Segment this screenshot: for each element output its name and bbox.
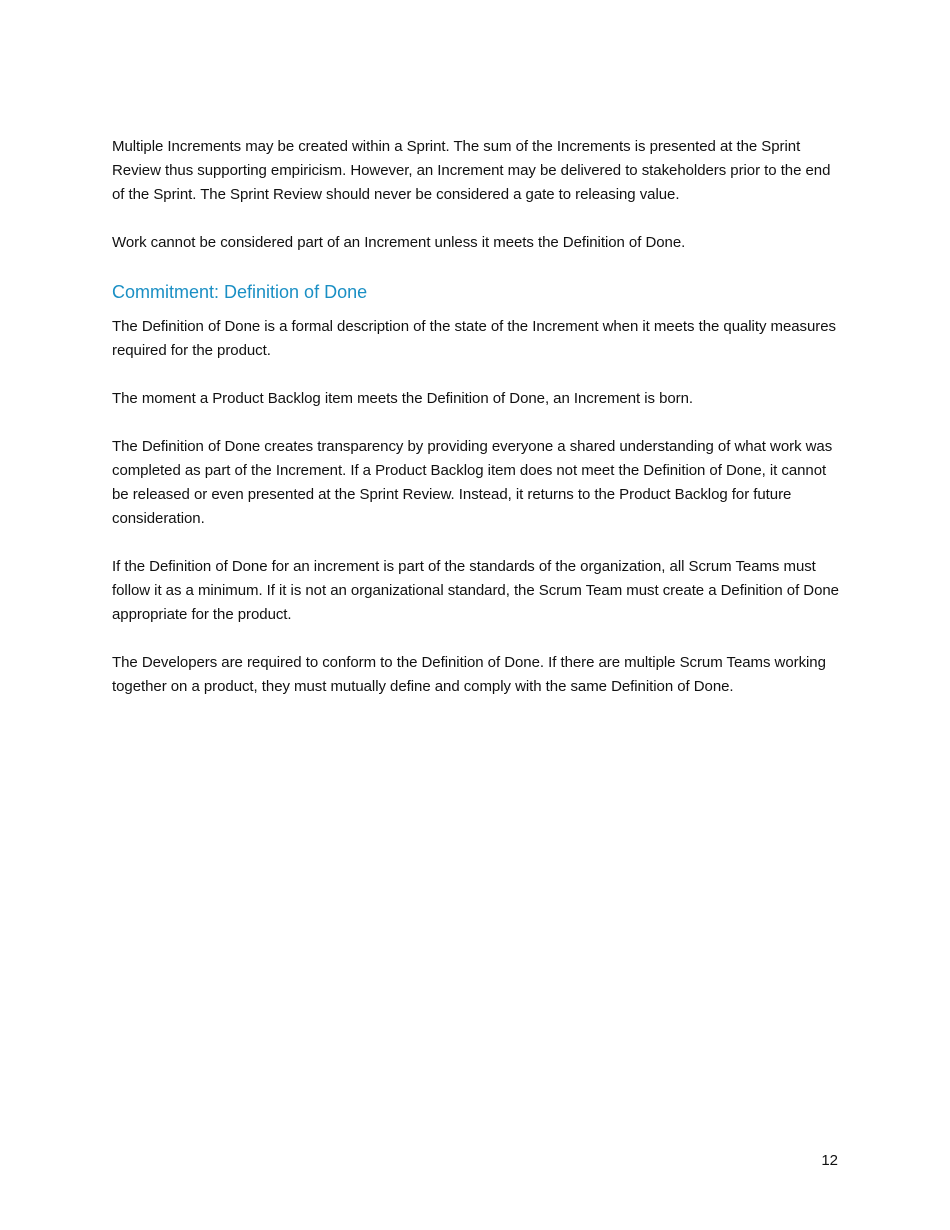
page-number: 12 [821,1152,838,1169]
section-heading-definition-of-done: Commitment: Definition of Done [112,282,368,302]
paragraph-dod-description: The Definition of Done is a formal description of the state of the Increment when it meets the quality measures required for the product. [112,318,836,359]
paragraph-increment-born: The moment a Product Backlog item meets the Definition of Done, an Increment is born. [112,390,694,407]
paragraph-developers-conform: The Developers are required to conform to the Definition of Done. If there are multiple Scrum Teams working together on a product, they must mutually define and comply with the same Definition of Done. [112,654,826,695]
page-content [112,135,842,723]
paragraph-work-increment: Work cannot be considered part of an Increment unless it meets the Definition of Done. [112,234,686,251]
paragraph-dod-transparency: The Definition of Done creates transparency by providing everyone a shared understanding of what work was completed as part of the Increment. If a Product Backlog item does not meet the Definition of Done, it cannot be released or even presented at the Sprint Review. Instead, it returns to the Product Backlog for future consideration. [112,438,833,527]
paragraph-dod-standards: If the Definition of Done for an increment is part of the standards of the organization, all Scrum Teams must follow it as a minimum. If it is not an organizational standard, the Scrum Team must create a Definition of Done appropriate for the product. [112,558,839,623]
paragraph-multiple-increments: Multiple Increments may be created within a Sprint. The sum of the Increments is presented at the Sprint Review thus supporting empiricism. However, an Increment may be delivered to stakeholders prior to the end of the Sprint. The Sprint Review should never be considered a gate to releasing value. [112,138,831,203]
